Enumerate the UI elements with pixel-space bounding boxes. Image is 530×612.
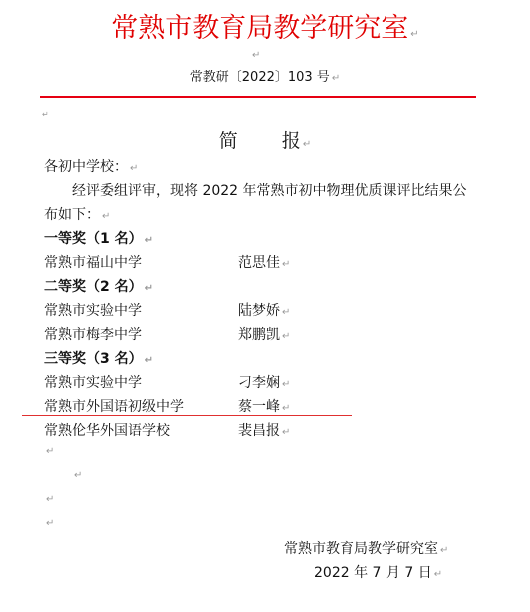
issuer-signature: 常熟市教育局教学研究室 ↵ [284,541,449,557]
first-prize-title: 一等奖（1 名） ↵ [44,231,154,247]
award-school: 常熟市实验中学 [44,375,142,391]
paragraph-mark: ↵ [74,470,83,481]
award-school: 常熟市福山中学 [44,255,142,271]
intro-line-1: 经评委组评审，现将 2022 年常熟市初中物理优质课评比结果公 [72,183,467,199]
intro-line-2: 布如下： ↵ [44,207,111,223]
paragraph-mark: ↵ [46,494,55,505]
award-winner: 裴昌报 ↵ [238,423,291,439]
brief-heading: 简 报 ↵ [218,130,312,152]
red-header-rule [40,96,476,98]
paragraph-mark: ↵ [46,446,55,457]
red-underline-annotation [22,415,352,416]
award-winner: 陆梦娇 ↵ [238,303,291,319]
award-winner: 郑鹏凯 ↵ [238,327,291,343]
award-winner: 范思佳 ↵ [238,255,291,271]
paragraph-mark: ↵ [252,50,261,61]
org-title: 常熟市教育局教学研究室 ↵ [111,13,419,44]
award-winner: 蔡一峰 ↵ [238,399,291,415]
award-winner: 刁李娴 ↵ [238,375,291,391]
salutation: 各初中学校： ↵ [44,159,139,175]
second-prize-title: 二等奖（2 名） ↵ [44,279,154,295]
award-school: 常熟市外国语初级中学 [44,399,184,415]
award-school: 常熟市实验中学 [44,303,142,319]
document-number: 常教研〔2022〕103 号 ↵ [189,70,341,85]
award-school: 常熟市梅李中学 [44,327,142,343]
award-school: 常熟伦华外国语学校 [44,423,170,439]
issue-date: 2022 年 7 月 7 日 ↵ [314,565,443,581]
third-prize-title: 三等奖（3 名） ↵ [44,351,154,367]
paragraph-mark: ↵ [46,518,55,529]
paragraph-mark: ↵ [42,110,49,119]
